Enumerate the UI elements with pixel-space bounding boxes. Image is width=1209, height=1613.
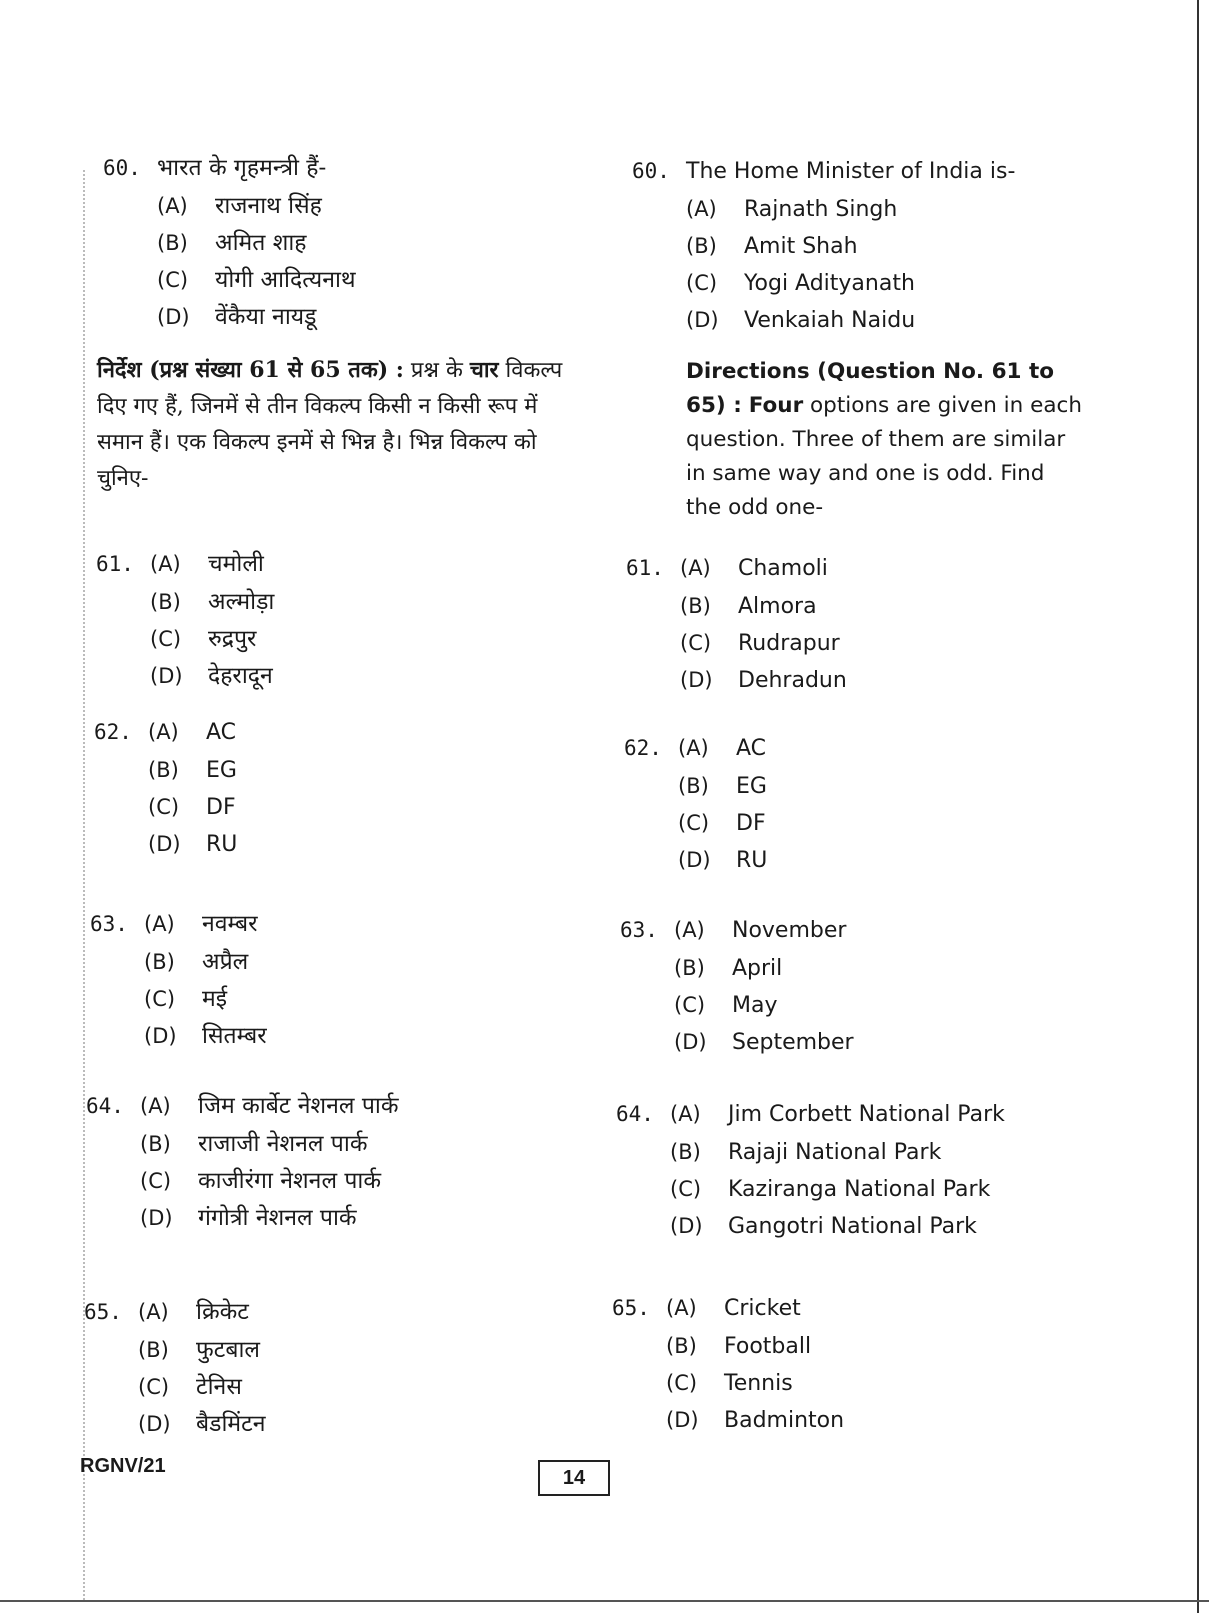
question-number: 61. [96, 552, 134, 576]
option-label: (C) [140, 1169, 172, 1193]
option-text: Rajaji National Park [728, 1140, 942, 1165]
option-b [670, 1140, 1005, 1177]
option-text: EG [736, 774, 767, 799]
option-text: राजाजी नेशनल पार्क [198, 1131, 368, 1157]
option-d [138, 1406, 266, 1443]
option-c [670, 1177, 1005, 1214]
option-text: काजीरंगा नेशनल पार्क [198, 1168, 382, 1194]
directions-text: options are given in each question. Three of them are similar in same way and one is odd. Find the odd one- [686, 393, 1082, 520]
option-text: गंगोत्री नेशनल पार्क [198, 1205, 357, 1231]
option-c [666, 1371, 844, 1408]
option-label: (A) [138, 1300, 169, 1324]
option-d [678, 848, 767, 885]
question-number: 61. [626, 556, 664, 580]
option-b [148, 758, 237, 795]
option-text: राजनाथ सिंह [215, 193, 322, 219]
option-label: (B) [678, 774, 709, 798]
directions-bold-word: Four [748, 393, 804, 418]
page-number: 14 [538, 1460, 610, 1496]
option-d [144, 1018, 267, 1055]
option-label: (C) [670, 1177, 702, 1201]
option-text: Rajnath Singh [744, 197, 898, 222]
option-c [674, 993, 854, 1030]
option-b [144, 944, 267, 981]
option-text: Football [724, 1334, 812, 1359]
option-text: Tennis [724, 1371, 793, 1396]
option-label: (D) [680, 668, 713, 692]
option-label: (A) [670, 1102, 701, 1126]
option-label: (B) [144, 950, 175, 974]
bottom-rule [0, 1600, 1209, 1602]
option-text: फुटबाल [196, 1337, 261, 1363]
option-label: (B) [674, 956, 705, 980]
question-number: 64. [86, 1094, 124, 1118]
right-edge-rule [1197, 0, 1199, 1613]
option-text: अल्मोड़ा [208, 589, 275, 615]
question-number: 62. [94, 720, 132, 744]
option-b [678, 774, 767, 811]
option-text: सितम्बर [202, 1023, 267, 1049]
option-text: देहरादून [208, 663, 273, 689]
option-label: (D) [686, 308, 719, 332]
option-label: (C) [680, 631, 712, 655]
question-number: 62. [624, 736, 662, 760]
option-text: RU [206, 832, 238, 857]
option-label: (B) [140, 1132, 171, 1156]
option-text: मई [202, 986, 228, 1012]
option-text: Almora [738, 594, 817, 619]
option-label: (B) [157, 231, 188, 255]
option-text: DF [736, 811, 766, 836]
question-64-hindi [86, 1088, 399, 1237]
question-number: 60. [103, 156, 141, 180]
option-label: (C) [686, 271, 718, 295]
option-text: AC [206, 720, 237, 745]
option-label: (B) [150, 590, 181, 614]
option-text: EG [206, 758, 237, 783]
question-62-hindi [94, 720, 237, 869]
question-number: 63. [90, 912, 128, 936]
option-text: September [732, 1030, 854, 1055]
question-number: 64. [616, 1102, 654, 1126]
question-63-hindi [90, 906, 267, 1055]
question-65-hindi [84, 1294, 266, 1443]
option-text: Dehradun [738, 668, 847, 693]
option-label: (A) [150, 552, 181, 576]
question-65-english [612, 1296, 844, 1445]
option-text: अमित शाह [215, 230, 307, 256]
option-text: May [732, 993, 778, 1018]
option-text: योगी आदित्यनाथ [215, 267, 356, 293]
directions-title: निर्देश (प्रश्न संख्या 61 से 65 तक) : [97, 357, 404, 383]
option-text: नवम्बर [202, 911, 258, 937]
question-stem: The Home Minister of India is- [686, 159, 1016, 184]
option-d [670, 1214, 1005, 1251]
option-text: चमोली [208, 551, 264, 577]
option-d [680, 668, 847, 705]
option-b [666, 1334, 844, 1371]
option-text: क्रिकेट [196, 1299, 249, 1325]
option-label: (B) [666, 1334, 697, 1358]
option-label: (B) [670, 1140, 701, 1164]
option-text: DF [206, 795, 236, 820]
option-text: Amit Shah [744, 234, 858, 259]
question-60-english [632, 159, 1015, 345]
question-63-english [620, 918, 854, 1067]
option-text: अप्रैल [202, 949, 249, 975]
option-a [157, 188, 356, 225]
paper-code: RGNV/21 [80, 1455, 166, 1477]
option-label: (D) [157, 305, 190, 329]
question-60-hindi [103, 150, 356, 336]
option-label: (D) [148, 832, 181, 856]
question-number: 65. [612, 1296, 650, 1320]
option-c [138, 1369, 266, 1406]
option-label: (C) [666, 1371, 698, 1395]
option-text: Jim Corbett National Park [728, 1102, 1005, 1127]
option-label: (A) [680, 556, 711, 580]
option-text: वेंकैया नायडू [215, 304, 317, 330]
option-label: (B) [138, 1338, 169, 1362]
option-b [138, 1332, 266, 1369]
option-c [144, 981, 267, 1018]
option-d [140, 1200, 399, 1237]
option-label: (A) [674, 918, 705, 942]
option-text: Rudrapur [738, 631, 840, 656]
option-text: Kaziranga National Park [728, 1177, 991, 1202]
option-c [140, 1163, 399, 1200]
option-label: (C) [157, 268, 189, 292]
option-text: AC [736, 736, 767, 761]
option-text: रुद्रपुर [208, 626, 257, 652]
option-text: April [732, 956, 783, 981]
option-text: जिम कार्बेट नेशनल पार्क [198, 1093, 399, 1119]
option-label: (A) [144, 912, 175, 936]
option-b [157, 225, 356, 262]
directions-hindi [97, 352, 567, 497]
option-text: टेनिस [196, 1374, 242, 1400]
option-text: Badminton [724, 1408, 845, 1433]
option-text: RU [736, 848, 768, 873]
option-label: (D) [670, 1214, 703, 1238]
question-number: 65. [84, 1300, 122, 1324]
option-label: (C) [678, 811, 710, 835]
option-label: (A) [140, 1094, 171, 1118]
option-b [680, 594, 847, 631]
option-label: (A) [666, 1296, 697, 1320]
option-b [686, 234, 1015, 271]
option-label: (C) [148, 795, 180, 819]
directions-title: Directions (Question No. 61 to 65) : [686, 359, 1055, 418]
question-stem: भारत के गृहमन्त्री हैं- [157, 155, 327, 181]
question-number: 60. [632, 159, 670, 183]
question-62-english [624, 736, 767, 885]
question-64-english [616, 1102, 1005, 1251]
option-text: Chamoli [738, 556, 828, 581]
directions-text-b: विकल्प दिए गए हैं, जिनमें से तीन विकल्प किसी न किसी रूप में समान हैं। एक विकल्प इनमें से भिन्न है। भिन्न विकल्प को चुनिए- [97, 358, 563, 491]
option-label: (B) [686, 234, 717, 258]
option-b [140, 1126, 399, 1163]
option-label: (D) [674, 1030, 707, 1054]
option-label: (A) [148, 720, 179, 744]
option-label: (A) [157, 194, 188, 218]
option-label: (D) [144, 1024, 177, 1048]
option-b [674, 956, 854, 993]
option-c [148, 795, 237, 832]
option-d [674, 1030, 854, 1067]
question-number: 63. [620, 918, 658, 942]
option-d [148, 832, 237, 869]
option-c [678, 811, 767, 848]
option-label: (B) [148, 758, 179, 782]
option-label: (D) [678, 848, 711, 872]
option-label: (A) [686, 197, 717, 221]
option-c [150, 621, 274, 658]
option-label: (D) [666, 1408, 699, 1432]
option-b [150, 584, 274, 621]
option-c [157, 262, 356, 299]
option-label: (D) [140, 1206, 173, 1230]
option-a [686, 197, 1015, 234]
question-61-english [626, 556, 847, 705]
option-label: (C) [674, 993, 706, 1017]
directions-text-a: प्रश्न के [403, 358, 470, 383]
option-c [686, 271, 1015, 308]
option-label: (C) [144, 987, 176, 1011]
option-text: बैडमिंटन [196, 1411, 266, 1437]
directions-english [686, 355, 1086, 525]
option-label: (C) [150, 627, 182, 651]
option-d [157, 299, 356, 336]
question-61-hindi [96, 546, 274, 695]
option-label: (B) [680, 594, 711, 618]
option-label: (C) [138, 1375, 170, 1399]
option-d [686, 308, 1015, 345]
option-c [680, 631, 847, 668]
option-d [150, 658, 274, 695]
option-text: November [732, 918, 847, 943]
directions-bold-word: चार [469, 357, 499, 383]
option-label: (A) [678, 736, 709, 760]
option-text: Yogi Adityanath [744, 271, 915, 296]
option-text: Gangotri National Park [728, 1214, 977, 1239]
option-d [666, 1408, 844, 1445]
option-label: (D) [150, 664, 183, 688]
option-label: (D) [138, 1412, 171, 1436]
option-text: Cricket [724, 1296, 801, 1321]
option-text: Venkaiah Naidu [744, 308, 916, 333]
